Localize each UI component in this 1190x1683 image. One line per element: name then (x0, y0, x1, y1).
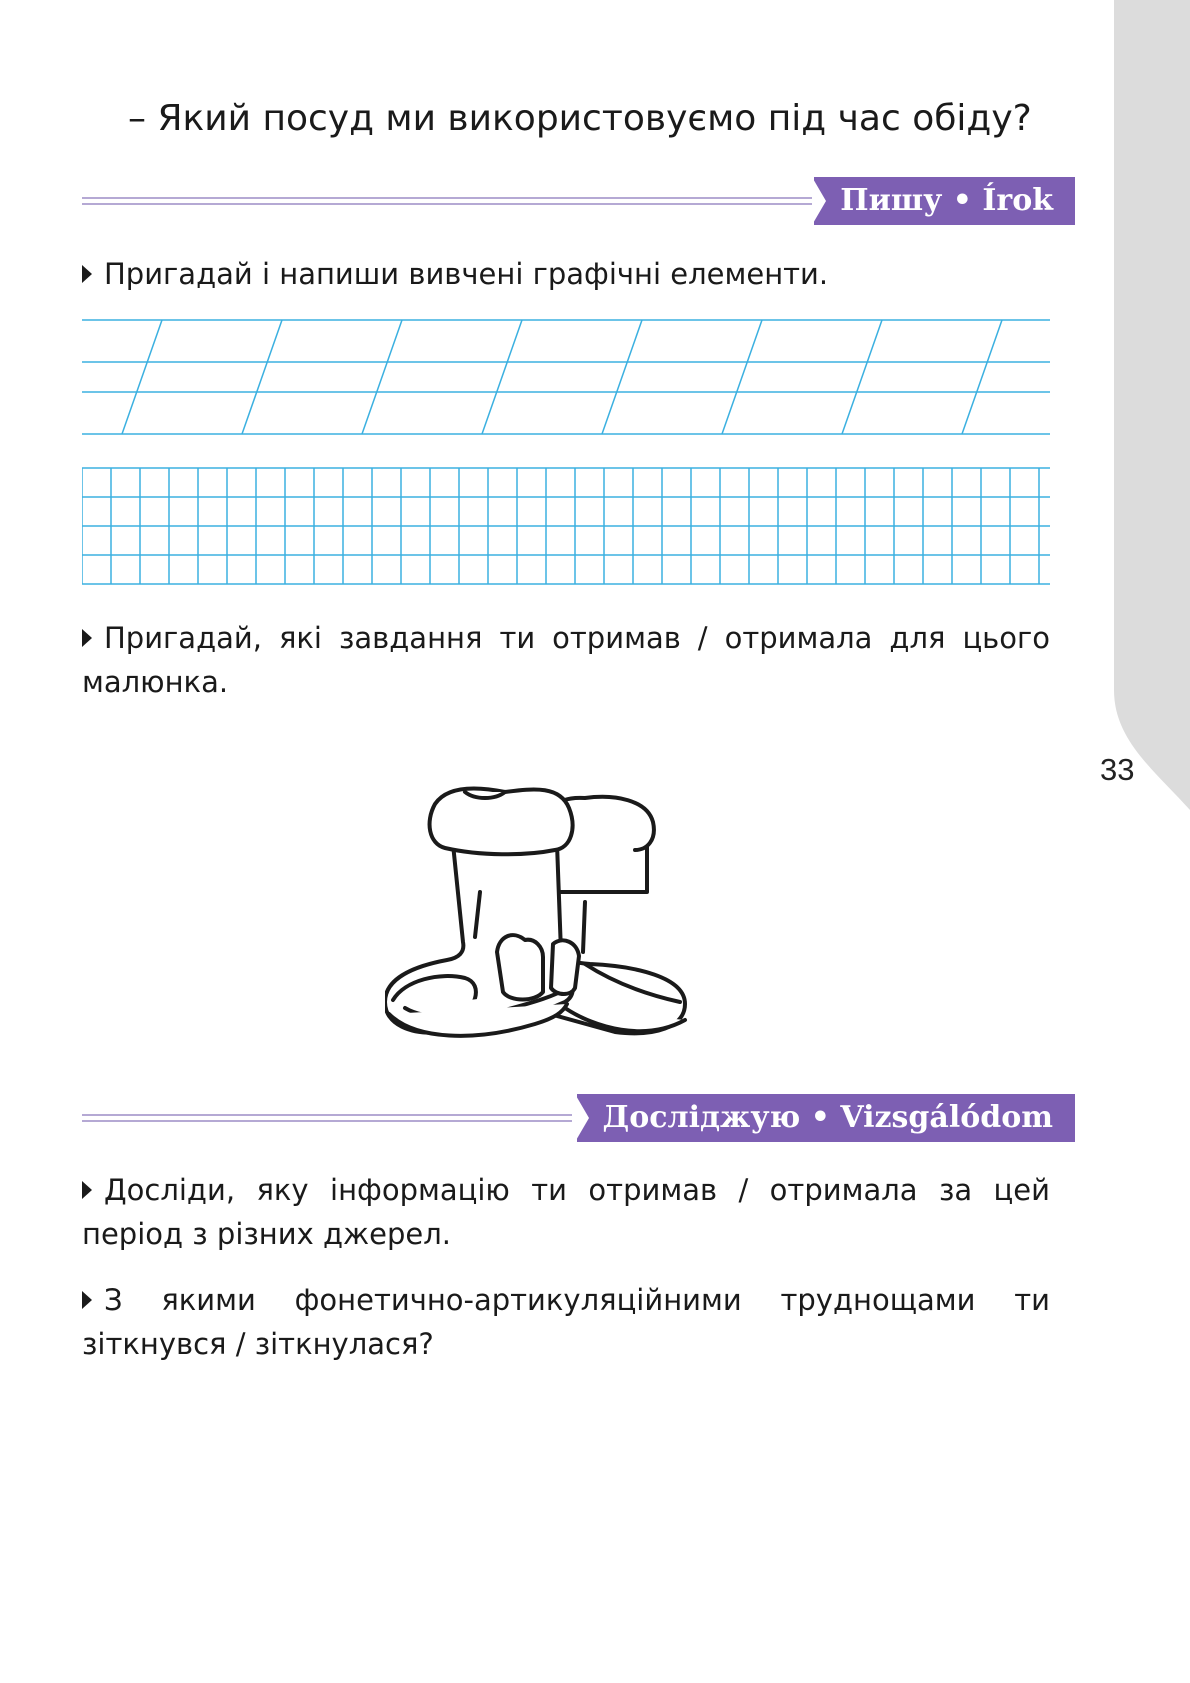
side-tab (1114, 0, 1190, 810)
winter-boots-illustration (385, 752, 725, 1052)
section-header-research (82, 1094, 1075, 1144)
slanted-writing-lines[interactable] (82, 318, 1052, 438)
section-header-write (82, 177, 1075, 227)
header-rule (82, 1114, 572, 1124)
task-write-1 (82, 252, 1050, 296)
header-rule (82, 197, 832, 207)
bullet-triangle-icon (82, 629, 92, 647)
task-research-2 (82, 1278, 1050, 1366)
task-research-2-text: З якими фонетично-артикуляційними труднощами ти зіткнувся / зіткнулася? (82, 1283, 1050, 1361)
bullet-triangle-icon (82, 265, 92, 283)
task-research-1 (82, 1168, 1050, 1256)
question-text: – Який посуд ми використовуємо під час обіду? (128, 98, 1032, 139)
section-label-write: Пишу • Írok (814, 177, 1075, 225)
task-write-1-text: Пригадай і напиши вивчені графічні елементи. (104, 257, 829, 291)
bullet-triangle-icon (82, 1291, 92, 1309)
page-number: 33 (1100, 752, 1135, 787)
section-label-research: Досліджую • Vizsgálódom (577, 1094, 1075, 1142)
task-write-2-text: Пригадай, які завдання ти отримав / отримала для цього малюнка. (82, 621, 1050, 699)
task-write-2 (82, 616, 1050, 704)
task-research-1-text: Досліди, яку інформацію ти отримав / отримала за цей період з різних джерел. (82, 1173, 1050, 1251)
square-grid[interactable] (82, 466, 1052, 588)
bullet-triangle-icon (82, 1181, 92, 1199)
